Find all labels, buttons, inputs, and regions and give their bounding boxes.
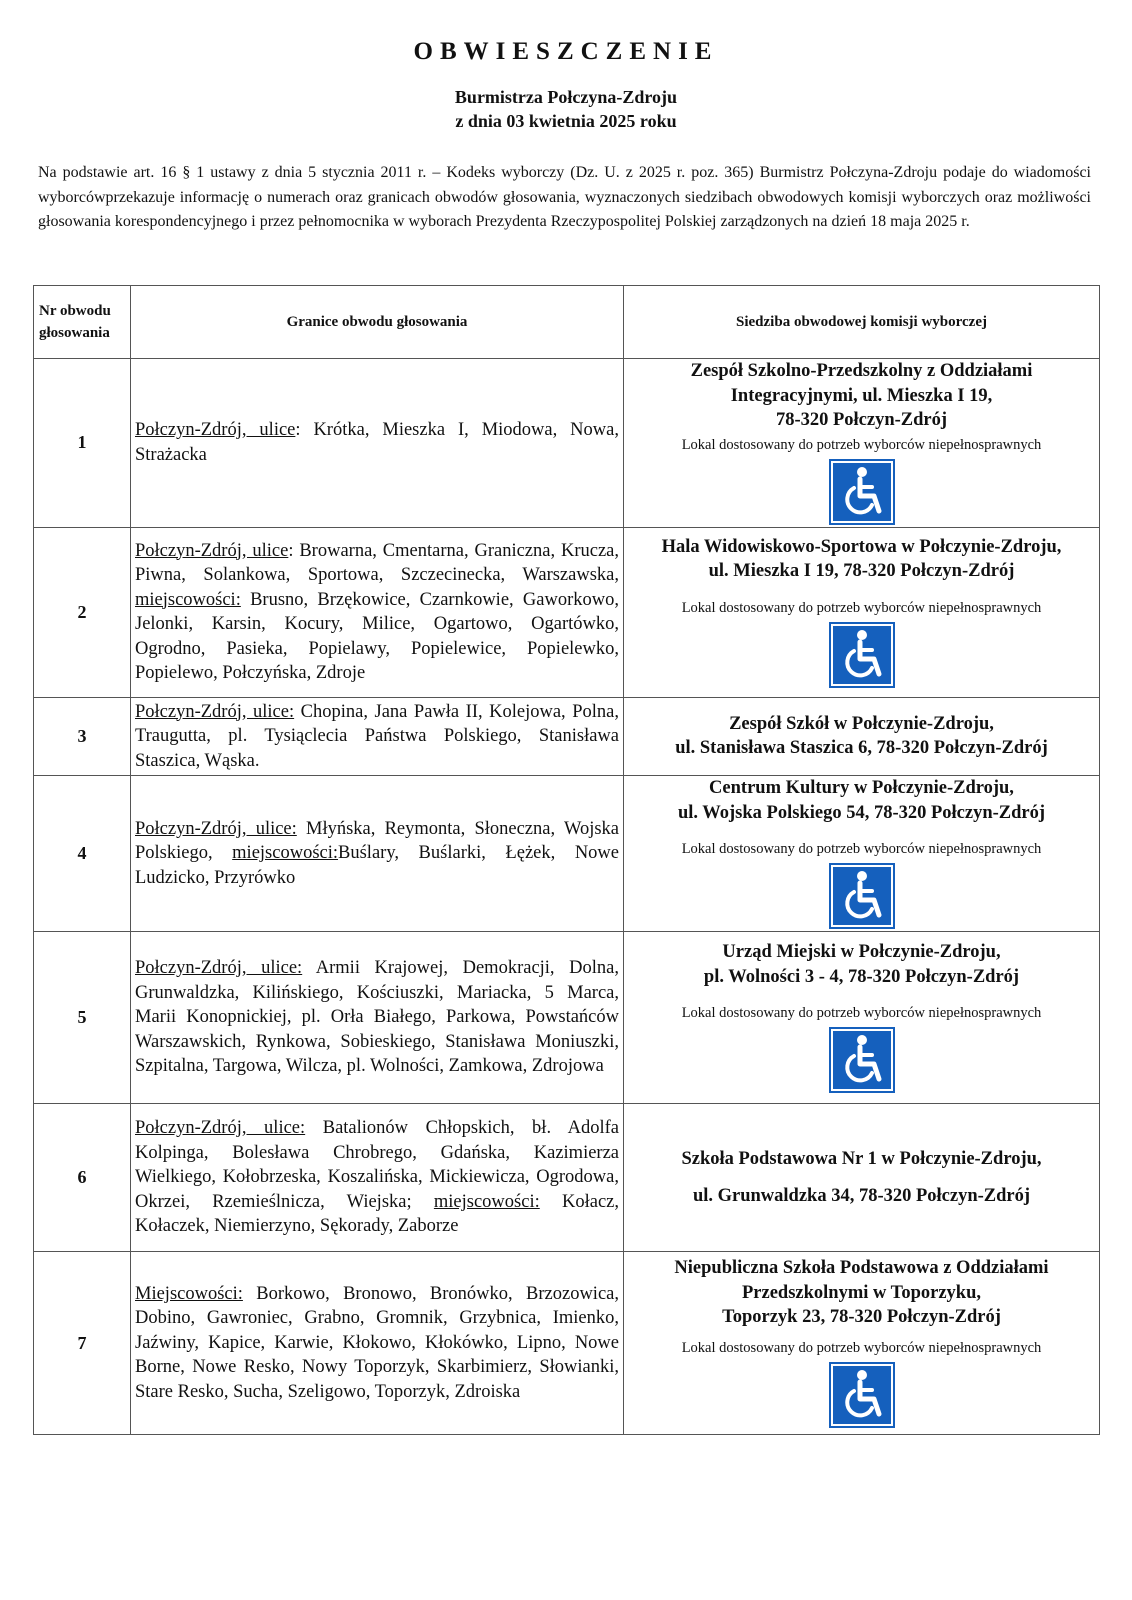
seat-line: ul. Mieszka I 19, 78-320 Połczyn-Zdrój <box>708 561 1015 581</box>
header-nr: Nr obwodu głosowania <box>34 286 131 359</box>
table-row <box>34 359 1100 528</box>
header-area: Granice obwodu głosowania <box>131 286 624 359</box>
area-label: Połczyn-Zdrój, ulice <box>135 420 296 441</box>
area-text-villages: Brusno, Brzękowice, Czarnkowie, Gaworkowo, Jelonki, Karsin, Kocury, Milice, Ogartowo, Ogartówko, Ogrodno, Pasieka, Popielawy, Popielewice, Popielewko, Popielewo, Połczyńska, Zdroje <box>135 589 619 683</box>
seat-line: ul. Wojska Polskiego 54, 78-320 Połczyn-Zdrój <box>677 802 1046 823</box>
wheelchair-accessibility-icon <box>829 1362 895 1428</box>
seat-line: ul. Stanisława Staszica 6, 78-320 Połczyn-Zdrój <box>675 738 1048 759</box>
districts-table <box>33 285 1100 1435</box>
wheelchair-accessibility-icon <box>829 863 895 929</box>
accessible-note: Lokal dostosowany do potrzeb wyborców niepełnosprawnych <box>681 1339 1042 1356</box>
area-label: Połczyn-Zdrój, ulice <box>135 540 289 561</box>
seat-line: pl. Wolności 3 - 4, 78-320 Połczyn-Zdrój <box>703 966 1020 987</box>
district-area <box>131 527 624 697</box>
district-seat <box>624 697 1100 776</box>
area-text: Batalionów Chłopskich, bł. Adolfa Kolpinga, Bolesława Chrobrego, Gdańska, Kazimierza Wielkiego, Kołobrzeska, Koszalińska, Mickiewicza, Ogrodowa, Okrzei, Rzemieślnicza, Wiejska; <box>135 1118 619 1212</box>
seat-line: Szkoła Podstawowa Nr 1 w Połczynie-Zdroju, <box>681 1149 1042 1169</box>
district-number: 3 <box>34 697 131 776</box>
district-area <box>131 776 624 932</box>
area-label: Miejscowości: <box>135 1283 243 1304</box>
district-number: 1 <box>34 359 131 528</box>
intro-paragraph: Na podstawie art. 16 § 1 ustawy z dnia 5 stycznia 2011 r. – Kodeks wyborczy (Dz. U. z 2025 r. poz. 365) Burmistrz Połczyna-Zdroju podaje do wiadomości wyborcówprzekazuje informację o numerach oraz granicach obwodów głosowania, wyznaczonych siedzibach obwodowych komisji wyborczych oraz możliwości głosowania korespondencyjnego i przez pełnomocnika w wyborach Prezydenta Rzeczypospolitej Polskiej zarządzonych na dzień 18 maja 2025 r. <box>38 164 1091 230</box>
table-row <box>34 1252 1100 1435</box>
district-seat <box>624 932 1100 1104</box>
area-label: Połczyn-Zdrój, ulice: <box>135 1118 306 1139</box>
seat-line: Toporzyk 23, 78-320 Połczyn-Zdrój <box>722 1307 1001 1328</box>
accessible-note: Lokal dostosowany do potrzeb wyborców niepełnosprawnych <box>681 599 1042 616</box>
district-seat <box>624 1252 1100 1435</box>
seat-line: Zespół Szkół w Połczynie-Zdroju, <box>729 713 994 734</box>
district-number: 5 <box>34 932 131 1104</box>
area-text: Borkowo, Bronowo, Bronówko, Brzozowica, Dobino, Gawroniec, Grabno, Gromnik, Grzybnica, Imienko, Jaźwiny, Kapice, Karwie, Kłokowo, Kłokówko, Lipno, Nowe Borne, Nowe Resko, Nowy Toporzyk, Skarbimierz, Słowianki, Stare Resko, Sucha, Szeligowo, Toporzyk, Zdroiska <box>135 1283 619 1402</box>
issuer-line: Burmistrza Połczyna-Zdroju <box>454 87 678 107</box>
table-row <box>34 932 1100 1104</box>
area-text-villages: Kołacz, Kołaczek, Niemierzyno, Sękorady, Zaborze <box>135 1191 619 1237</box>
area-text: Chopina, Jana Pawła II, Kolejowa, Polna, Traugutta, pl. Tysiąclecia Państwa Polskiego, Stanisława Staszica, Wąska. <box>135 701 619 771</box>
seat-line: 78-320 Połczyn-Zdrój <box>775 410 948 430</box>
accessible-note: Lokal dostosowany do potrzeb wyborców niepełnosprawnych <box>681 436 1042 453</box>
table-row <box>34 776 1100 932</box>
wheelchair-accessibility-icon <box>829 1027 895 1093</box>
area-label-villages: miejscowości: <box>232 843 339 864</box>
district-area <box>131 1104 624 1252</box>
district-number: 2 <box>34 527 131 697</box>
area-label: Połczyn-Zdrój, ulice: <box>135 818 297 839</box>
area-text: : Browarna, Cmentarna, Graniczna, Krucza, Piwna, Solankowa, Sportowa, Szczecinecka, Warszawska, <box>135 540 619 585</box>
seat-line: Hala Widowiskowo-Sportowa w Połczynie-Zdroju, <box>661 536 1062 557</box>
seat-line: Urząd Miejski w Połczynie-Zdroju, <box>722 942 1001 962</box>
wheelchair-accessibility-icon <box>829 459 895 525</box>
table-header-row <box>34 286 1100 359</box>
area-text: : Krótka, Mieszka I, Miodowa, Nowa, Strażacka <box>135 420 619 465</box>
district-area <box>131 697 624 776</box>
document-title: OBWIESZCZENIE <box>413 38 719 65</box>
accessible-note: Lokal dostosowany do potrzeb wyborców niepełnosprawnych <box>681 841 1042 857</box>
table-row <box>34 697 1100 776</box>
area-label: Połczyn-Zdrój, ulice: <box>135 958 303 979</box>
seat-line: ul. Grunwaldzka 34, 78-320 Połczyn-Zdrój <box>692 1185 1031 1206</box>
district-number: 7 <box>34 1252 131 1435</box>
seat-line: Integracyjnymi, ul. Mieszka I 19, <box>730 385 993 406</box>
district-area <box>131 932 624 1104</box>
table-row <box>34 527 1100 697</box>
date-line: z dnia 03 kwietnia 2025 roku <box>455 111 677 131</box>
area-label-villages: miejscowości: <box>433 1191 540 1212</box>
district-area <box>131 359 624 528</box>
wheelchair-accessibility-icon <box>829 622 895 688</box>
seat-line: Centrum Kultury w Połczynie-Zdroju, <box>709 778 1014 798</box>
district-seat <box>624 776 1100 932</box>
area-text: Armii Krajowej, Demokracji, Dolna, Grunwaldzka, Kilińskiego, Kościuszki, Mariacka, 5 Marca, Marii Konopnickiej, pl. Orła Białego, Parkowa, Powstańców Warszawskich, Rynkowa, Sobieskiego, Stanisława Moniuszki, Szpitalna, Targowa, Wilcza, pl. Wolności, Zamkowa, Zdrojowa <box>135 958 619 1077</box>
seat-line: Przedszkolnymi w Toporzyku, <box>742 1282 981 1303</box>
area-text-villages: Buślary, Buślarki, Łężek, Nowe Ludzicko, Przyrówko <box>135 843 619 888</box>
accessible-note: Lokal dostosowany do potrzeb wyborców niepełnosprawnych <box>681 1005 1042 1021</box>
table-row <box>34 1104 1100 1252</box>
district-seat <box>624 527 1100 697</box>
header-seat: Siedziba obwodowej komisji wyborczej <box>624 286 1100 359</box>
area-label: Połczyn-Zdrój, ulice: <box>135 701 295 722</box>
district-seat <box>624 359 1100 528</box>
seat-line: Zespół Szkolno-Przedszkolny z Oddziałami <box>690 361 1033 381</box>
area-label-villages: miejscowości: <box>135 589 241 610</box>
district-area <box>131 1252 624 1435</box>
district-number: 6 <box>34 1104 131 1252</box>
district-number: 4 <box>34 776 131 932</box>
area-text: Młyńska, Reymonta, Słoneczna, Wojska Polskiego, <box>135 818 619 864</box>
district-seat <box>624 1104 1100 1252</box>
seat-line: Niepubliczna Szkoła Podstawowa z Oddziałami <box>674 1258 1049 1279</box>
